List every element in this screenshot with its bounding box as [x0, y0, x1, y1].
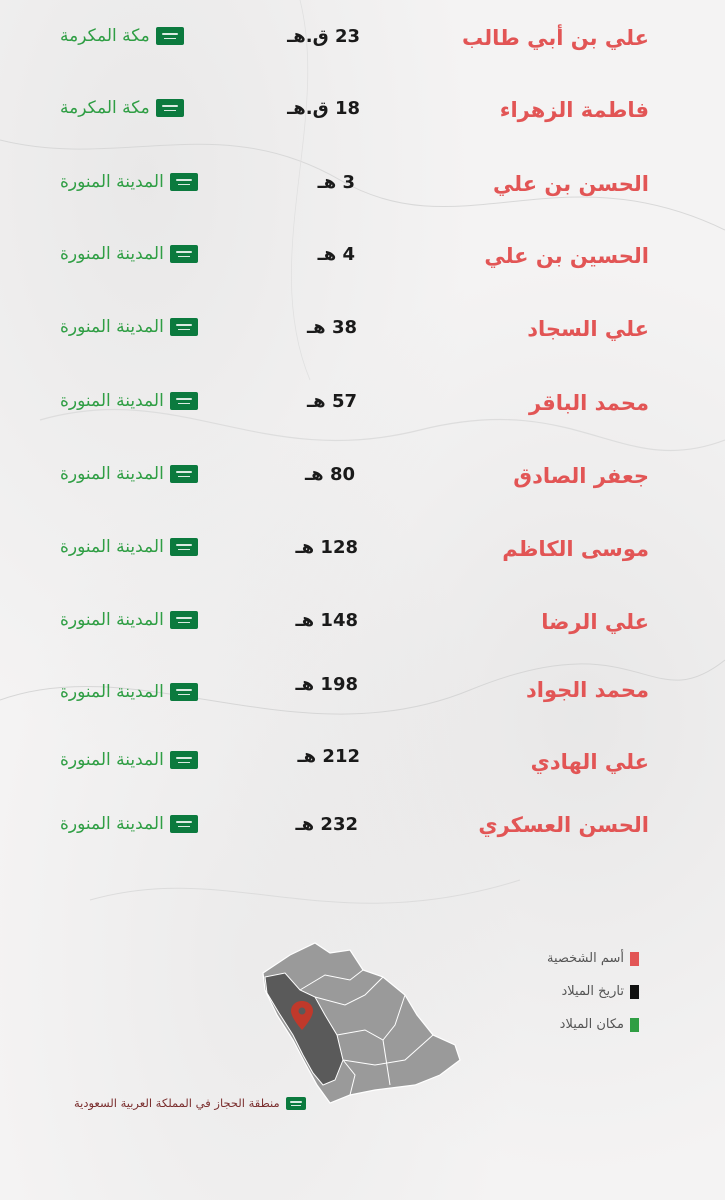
birth-place — [60, 464, 222, 484]
birth-place — [60, 244, 222, 264]
person-name: محمد الباقر — [528, 391, 649, 415]
saudi-flag-icon — [170, 318, 198, 336]
legend-item-place — [499, 1008, 639, 1041]
birth-place — [60, 682, 222, 702]
birth-date: 57 هـ — [307, 391, 357, 412]
place-label: المدينة المنورة — [60, 391, 164, 411]
saudi-flag-icon — [286, 1097, 306, 1110]
saudi-flag-icon — [156, 27, 184, 45]
place-label: المدينة المنورة — [60, 244, 164, 264]
person-name: جعفر الصادق — [513, 464, 649, 488]
saudi-flag-icon — [170, 611, 198, 629]
birth-date: 23 ق.هـ — [287, 26, 360, 47]
birth-place — [60, 317, 222, 337]
saudi-flag-icon — [170, 392, 198, 410]
place-label: المدينة المنورة — [60, 682, 164, 702]
place-label: المدينة المنورة — [60, 610, 164, 630]
birth-date: 3 هـ — [317, 172, 355, 193]
legend-item-date — [499, 975, 639, 1008]
birth-place — [60, 391, 222, 411]
table-row — [0, 238, 725, 278]
birth-date: 128 هـ — [295, 537, 358, 558]
table-row — [0, 744, 725, 784]
person-name: علي الهادي — [530, 750, 649, 774]
table-row — [0, 92, 725, 132]
saudi-map-graphic — [255, 935, 475, 1110]
person-name: علي السجاد — [527, 317, 649, 341]
saudi-flag-icon — [170, 815, 198, 833]
table-row — [0, 604, 725, 644]
saudi-flag-icon — [170, 245, 198, 263]
birth-place — [60, 26, 222, 46]
legend-label: أسم الشخصية — [546, 951, 624, 966]
saudi-flag-icon — [170, 465, 198, 483]
saudi-map — [255, 935, 475, 1110]
place-label: المدينة المنورة — [60, 814, 164, 834]
table-row — [0, 20, 725, 60]
birth-date: 232 هـ — [295, 814, 358, 835]
person-name: علي بن أبي طالب — [462, 26, 649, 50]
birth-date: 212 هـ — [297, 746, 360, 767]
birth-date: 18 ق.هـ — [287, 98, 360, 119]
saudi-flag-icon — [170, 683, 198, 701]
birth-place — [60, 610, 222, 630]
birth-date: 198 هـ — [295, 674, 358, 695]
legend-swatch-red — [630, 952, 639, 966]
legend — [499, 942, 639, 1041]
place-label: مكة المكرمة — [60, 26, 150, 46]
table-row — [0, 808, 725, 848]
person-name: موسى الكاظم — [502, 537, 649, 561]
place-label: المدينة المنورة — [60, 172, 164, 192]
legend-label: مكان الميلاد — [559, 1017, 624, 1032]
birth-date: 4 هـ — [317, 244, 355, 265]
place-label: مكة المكرمة — [60, 98, 150, 118]
saudi-flag-icon — [170, 173, 198, 191]
table-row — [0, 531, 725, 571]
birth-place — [60, 537, 222, 557]
table-row — [0, 311, 725, 351]
map-caption-text: منطقة الحجاز في المملكة العربية السعودية — [74, 1096, 280, 1110]
place-label: المدينة المنورة — [60, 537, 164, 557]
person-name: الحسين بن علي — [484, 244, 649, 268]
place-label: المدينة المنورة — [60, 750, 164, 770]
legend-swatch-black — [630, 985, 639, 999]
place-label: المدينة المنورة — [60, 464, 164, 484]
saudi-flag-icon — [170, 751, 198, 769]
birth-place — [60, 98, 222, 118]
person-name: محمد الجواد — [525, 678, 649, 702]
legend-item-name — [499, 942, 639, 975]
legend-swatch-green — [630, 1018, 639, 1032]
legend-label: تاريخ الميلاد — [561, 984, 624, 999]
map-caption — [74, 1096, 306, 1110]
birth-date: 38 هـ — [307, 317, 357, 338]
table-row — [0, 385, 725, 425]
saudi-flag-icon — [156, 99, 184, 117]
table-row — [0, 166, 725, 206]
birth-place — [60, 750, 222, 770]
place-label: المدينة المنورة — [60, 317, 164, 337]
table-row — [0, 672, 725, 712]
person-name: الحسن بن علي — [492, 172, 649, 196]
person-name: علي الرضا — [541, 610, 649, 634]
person-name: فاطمة الزهراء — [499, 98, 649, 122]
birth-date: 80 هـ — [305, 464, 355, 485]
birth-place — [60, 172, 222, 192]
birth-date: 148 هـ — [295, 610, 358, 631]
table-row — [0, 458, 725, 498]
birth-place — [60, 814, 222, 834]
person-name: الحسن العسكري — [478, 813, 649, 837]
saudi-flag-icon — [170, 538, 198, 556]
